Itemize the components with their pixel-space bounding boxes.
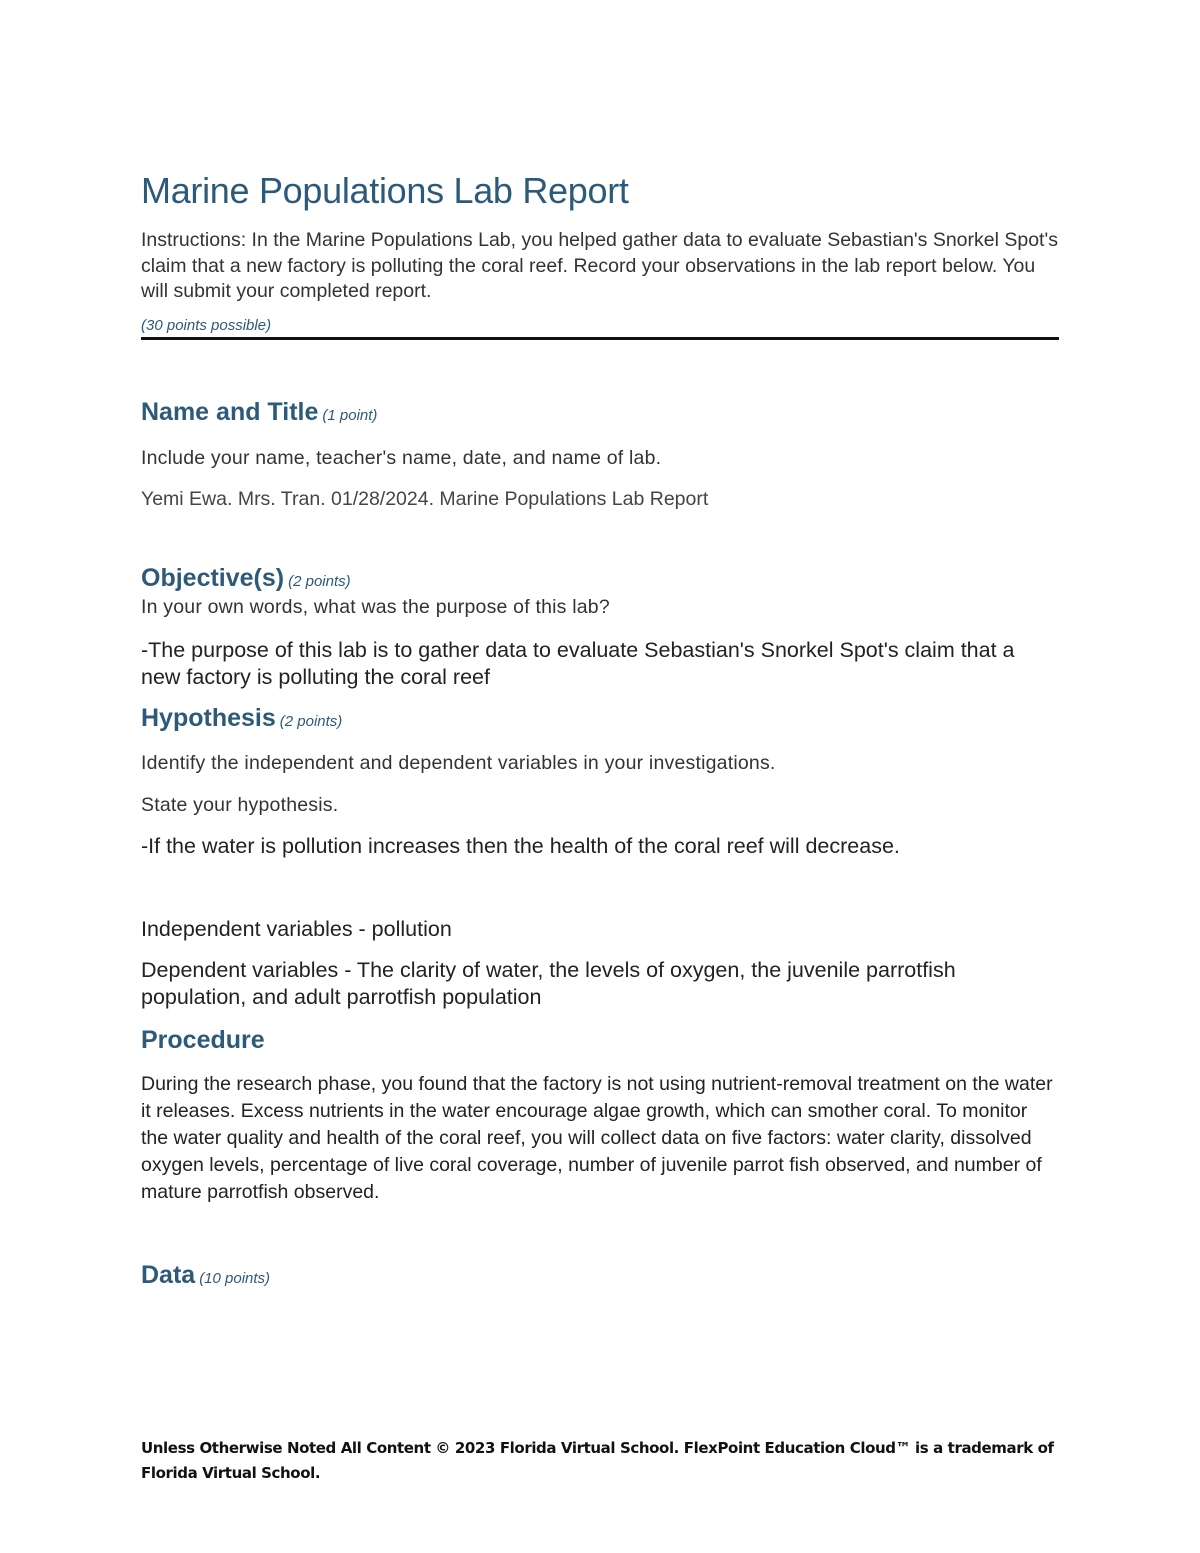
hypothesis-variables-prompt: Identify the independent and dependent variables in your investigations. [141, 752, 776, 774]
title-divider [141, 337, 1059, 340]
data-heading [141, 1261, 270, 1290]
procedure-text: During the research phase, you found that the factory is not using nutrient-removal treatment on the water it releases. Excess nutrients in the water encourage algae growth, which can smother coral. To monitor the water quality and health of the coral reef, you will collect data on five factors: water clarity, dissolved oxygen levels, percentage of live coral coverage, number of juvenile parrot fish observed, and number of mature parrotfish observed. [141, 1073, 1053, 1203]
hypothesis-points: (2 points) [279, 713, 343, 730]
objectives-heading [141, 564, 351, 593]
points-possible-note: (30 points possible) [141, 317, 272, 334]
independent-variables: Independent variables - pollution [141, 917, 452, 941]
page-title: Marine Populations Lab Report [141, 170, 629, 211]
name-title-heading-label: Name and Title [141, 398, 319, 426]
objectives-answer: -The purpose of this lab is to gather data to evaluate Sebastian's Snorkel Spot's claim that a new factory is polluting the coral reef [141, 638, 1015, 689]
copyright-footer: Unless Otherwise Noted All Content © 2023 Florida Virtual School. FlexPoint Education Cloud™ is a trademark of Florida Virtual School. [141, 1439, 1054, 1482]
hypothesis-answer: -If the water is pollution increases then the health of the coral reef will decrease. [141, 834, 900, 858]
data-points: (10 points) [199, 1270, 271, 1287]
dependent-variables: Dependent variables - The clarity of water, the levels of oxygen, the juvenile parrotfish population, and adult parrotfish population [141, 958, 956, 1009]
hypothesis-statement-prompt: State your hypothesis. [141, 794, 339, 816]
hypothesis-heading [141, 704, 342, 733]
objectives-prompt: In your own words, what was the purpose of this lab? [141, 596, 610, 618]
name-title-answer: Yemi Ewa. Mrs. Tran. 01/28/2024. Marine Populations Lab Report [141, 488, 709, 510]
instructions-text: Instructions: In the Marine Populations Lab, you helped gather data to evaluate Sebastian's Snorkel Spot's claim that a new factory is polluting the coral reef. Record your observations in the lab report below. You will submit your completed report. [141, 229, 1058, 302]
name-title-prompt: Include your name, teacher's name, date, and name of lab. [141, 447, 662, 469]
objectives-heading-label: Objective(s) [141, 564, 285, 592]
data-heading-label: Data [141, 1261, 196, 1289]
procedure-heading: Procedure [141, 1026, 265, 1054]
name-title-heading [141, 398, 377, 427]
objectives-points: (2 points) [288, 573, 351, 590]
hypothesis-heading-label: Hypothesis [141, 704, 276, 732]
name-title-points: (1 point) [322, 407, 378, 424]
